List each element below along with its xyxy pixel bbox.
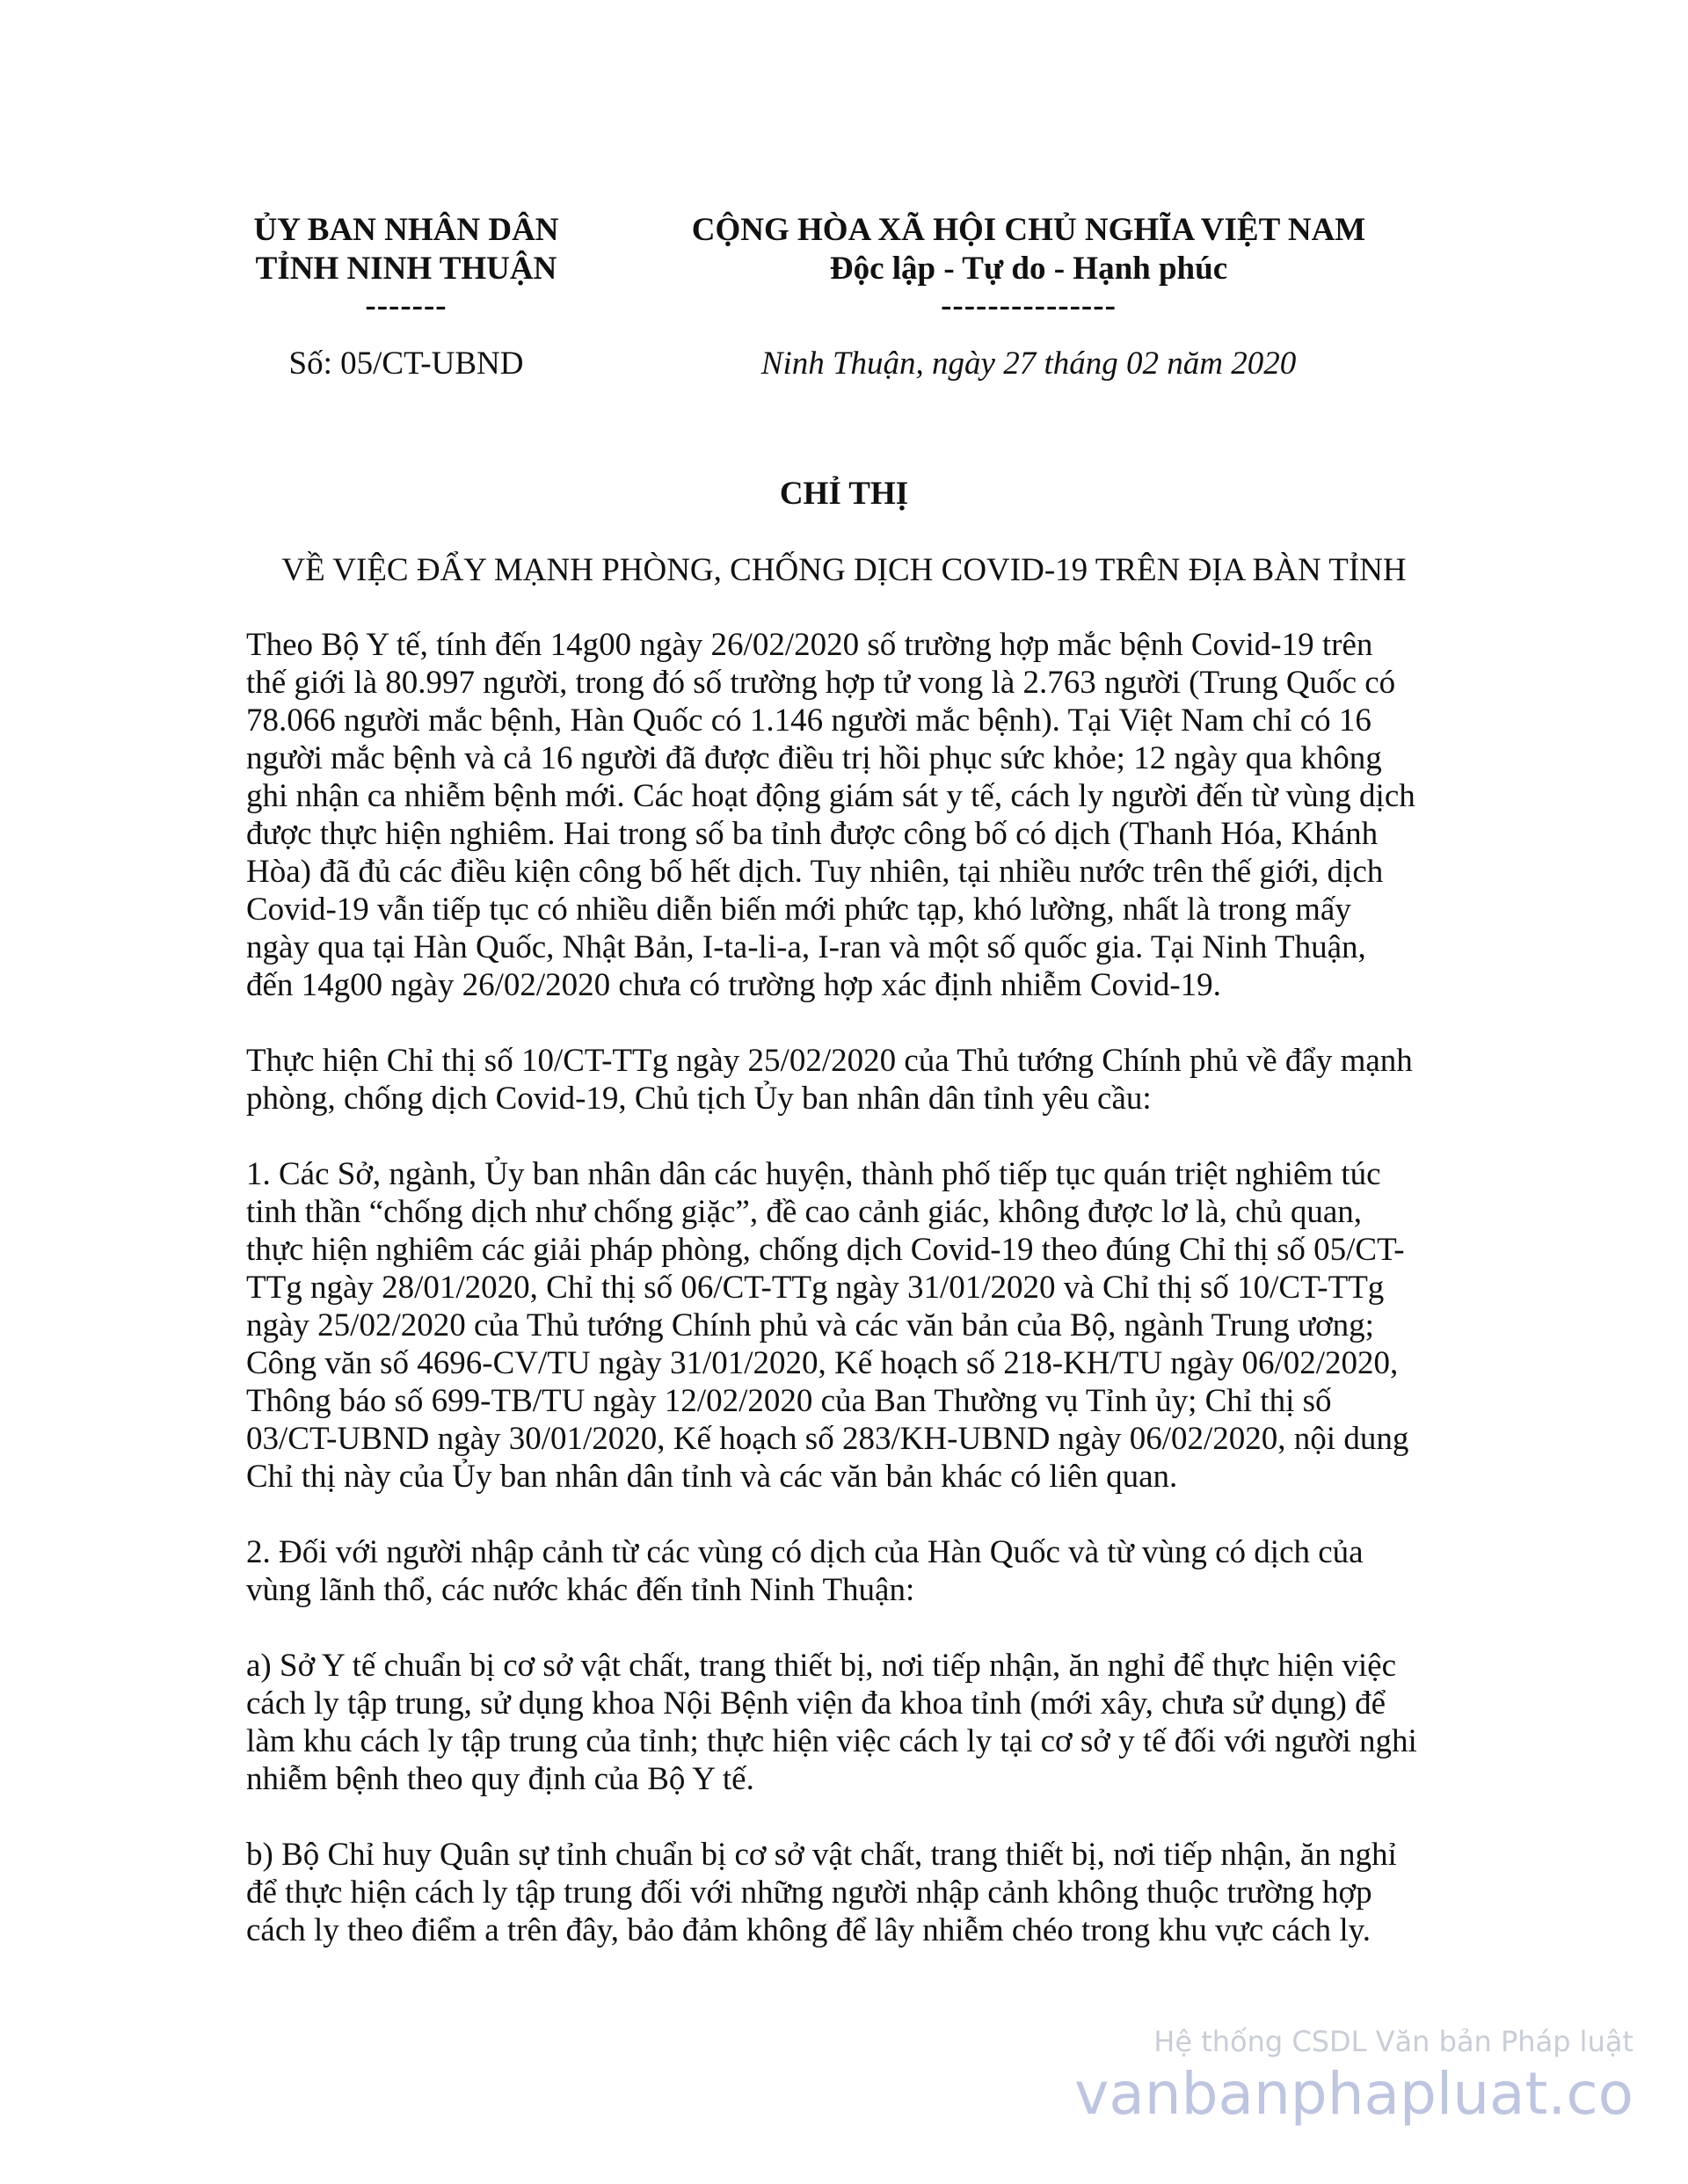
authority-separator: -------	[365, 288, 447, 324]
document-body	[246, 626, 1442, 1987]
paragraph-line: a) Sở Y tế chuẩn bị cơ sở vật chất, trang thiết bị, nơi tiếp nhận, ăn nghỉ để thực hiện việc	[246, 1648, 1396, 1684]
paragraph-line: Covid-19 vẫn tiếp tục có nhiều diễn biến mới phức tạp, khó lường, nhất là trong mấy	[246, 892, 1351, 928]
paragraph-line: b) Bộ Chỉ huy Quân sự tỉnh chuẩn bị cơ sở vật chất, trang thiết bị, nơi tiếp nhận, ăn nghỉ	[246, 1837, 1397, 1873]
authority-line-2: TỈNH NINH THUẬN	[255, 251, 557, 287]
body-paragraph	[246, 626, 1442, 1004]
paragraph-line: TTg ngày 28/01/2020, Chỉ thị số 06/CT-TTg ngày 31/01/2020 và Chỉ thị số 10/CT-TTg	[246, 1270, 1385, 1306]
body-paragraph	[246, 1533, 1442, 1609]
paragraph-line: thế giới là 80.997 người, trong đó số trường hợp tử vong là 2.763 người (Trung Quốc có	[246, 665, 1396, 701]
paragraph-line: thực hiện nghiêm các giải pháp phòng, chống dịch Covid-19 theo đúng Chỉ thị số 05/CT-	[246, 1232, 1405, 1268]
issuing-authority-block	[230, 211, 582, 324]
body-paragraph	[246, 1155, 1442, 1496]
paragraph-line: tinh thần “chống dịch như chống giặc”, đề cao cảnh giác, không được lơ là, chủ quan,	[246, 1194, 1363, 1230]
paragraph-line: cách ly tập trung, sử dụng khoa Nội Bệnh viện đa khoa tỉnh (mới xây, chưa sử dụng) để	[246, 1685, 1386, 1722]
paragraph-line: Chỉ thị này của Ủy ban nhân dân tỉnh và các văn bản khác có liên quan.	[246, 1459, 1178, 1495]
paragraph-line: để thực hiện cách ly tập trung đối với những người nhập cảnh không thuộc trường hợp	[246, 1875, 1372, 1911]
paragraph-line: Thực hiện Chỉ thị số 10/CT-TTg ngày 25/02/2020 của Thủ tướng Chính phủ về đẩy mạnh	[246, 1043, 1413, 1079]
document-number: Số: 05/CT-UBND	[288, 346, 524, 382]
paragraph-line: Công văn số 4696-CV/TU ngày 31/01/2020, Kế hoạch số 218-KH/TU ngày 06/02/2020,	[246, 1345, 1399, 1381]
body-paragraph	[246, 1042, 1442, 1117]
paragraph-line: Hòa) đã đủ các điều kiện công bố hết dịch. Tuy nhiên, tại nhiều nước trên thế giới, dịch	[246, 854, 1384, 890]
paragraph-line: 78.066 người mắc bệnh, Hàn Quốc có 1.146 người mắc bệnh). Tại Việt Nam chỉ có 16	[246, 703, 1372, 739]
paragraph-line: 2. Đối với người nhập cảnh từ các vùng có dịch của Hàn Quốc và từ vùng có dịch của	[246, 1534, 1364, 1570]
watermark-site: vanbanphapluat.co	[1074, 2060, 1633, 2128]
document-subtitle: VỀ VIỆC ĐẨY MẠNH PHÒNG, CHỐNG DỊCH COVID-19 TRÊN ĐỊA BÀN TỈNH	[281, 552, 1407, 588]
national-motto: Độc lập - Tự do - Hạnh phúc	[829, 251, 1228, 287]
paragraph-line: đến 14g00 ngày 26/02/2020 chưa có trường hợp xác định nhiễm Covid-19.	[246, 967, 1221, 1003]
document-date: Ninh Thuận, ngày 27 tháng 02 năm 2020	[760, 346, 1297, 382]
paragraph-line: 03/CT-UBND ngày 30/01/2020, Kế hoạch số 283/KH-UBND ngày 06/02/2020, nội dung	[246, 1421, 1409, 1457]
watermark	[1074, 2022, 1633, 2128]
paragraph-line: người mắc bệnh và cả 16 người đã được điều trị hồi phục sức khỏe; 12 ngày qua không	[246, 740, 1382, 776]
paragraph-line: vùng lãnh thổ, các nước khác đến tỉnh Ninh Thuận:	[246, 1572, 915, 1608]
paragraph-line: được thực hiện nghiêm. Hai trong số ba tỉnh được công bố có dịch (Thanh Hóa, Khánh	[246, 816, 1379, 852]
motto-separator: ---------------	[941, 288, 1117, 324]
body-paragraph	[246, 1647, 1442, 1798]
authority-line-1: ỦY BAN NHÂN DÂN	[253, 212, 559, 248]
paragraph-line: ngày 25/02/2020 của Thủ tướng Chính phủ và các văn bản của Bộ, ngành Trung ương;	[246, 1307, 1374, 1343]
document-title: CHỈ THỊ	[779, 476, 909, 512]
paragraph-line: cách ly theo điểm a trên đây, bảo đảm không để lây nhiễm chéo trong khu vực cách ly.	[246, 1912, 1371, 1948]
paragraph-line: phòng, chống dịch Covid-19, Chủ tịch Ủy ban nhân dân tỉnh yêu cầu:	[246, 1081, 1152, 1117]
paragraph-line: Theo Bộ Y tế, tính đến 14g00 ngày 26/02/2020 số trường hợp mắc bệnh Covid-19 trên	[246, 627, 1373, 663]
watermark-caption: Hệ thống CSDL Văn bản Pháp luật	[1153, 2025, 1633, 2058]
national-name: CỘNG HÒA XÃ HỘI CHỦ NGHĨA VIỆT NAM	[691, 212, 1366, 248]
body-paragraph	[246, 1836, 1442, 1949]
national-motto-block	[651, 211, 1407, 324]
paragraph-line: làm khu cách ly tập trung của tỉnh; thực hiện việc cách ly tại cơ sở y tế đối với người nghi	[246, 1723, 1417, 1759]
paragraph-line: ngày qua tại Hàn Quốc, Nhật Bản, I-ta-li-a, I-ran và một số quốc gia. Tại Ninh Thuận,	[246, 929, 1366, 965]
paragraph-line: Thông báo số 699-TB/TU ngày 12/02/2020 của Ban Thường vụ Tỉnh ủy; Chỉ thị số	[246, 1383, 1332, 1419]
paragraph-line: nhiễm bệnh theo quy định của Bộ Y tế.	[246, 1761, 754, 1797]
paragraph-line: ghi nhận ca nhiễm bệnh mới. Các hoạt động giám sát y tế, cách ly người đến từ vùng dịch	[246, 778, 1415, 814]
paragraph-line: 1. Các Sở, ngành, Ủy ban nhân dân các huyện, thành phố tiếp tục quán triệt nghiêm túc	[246, 1156, 1381, 1192]
